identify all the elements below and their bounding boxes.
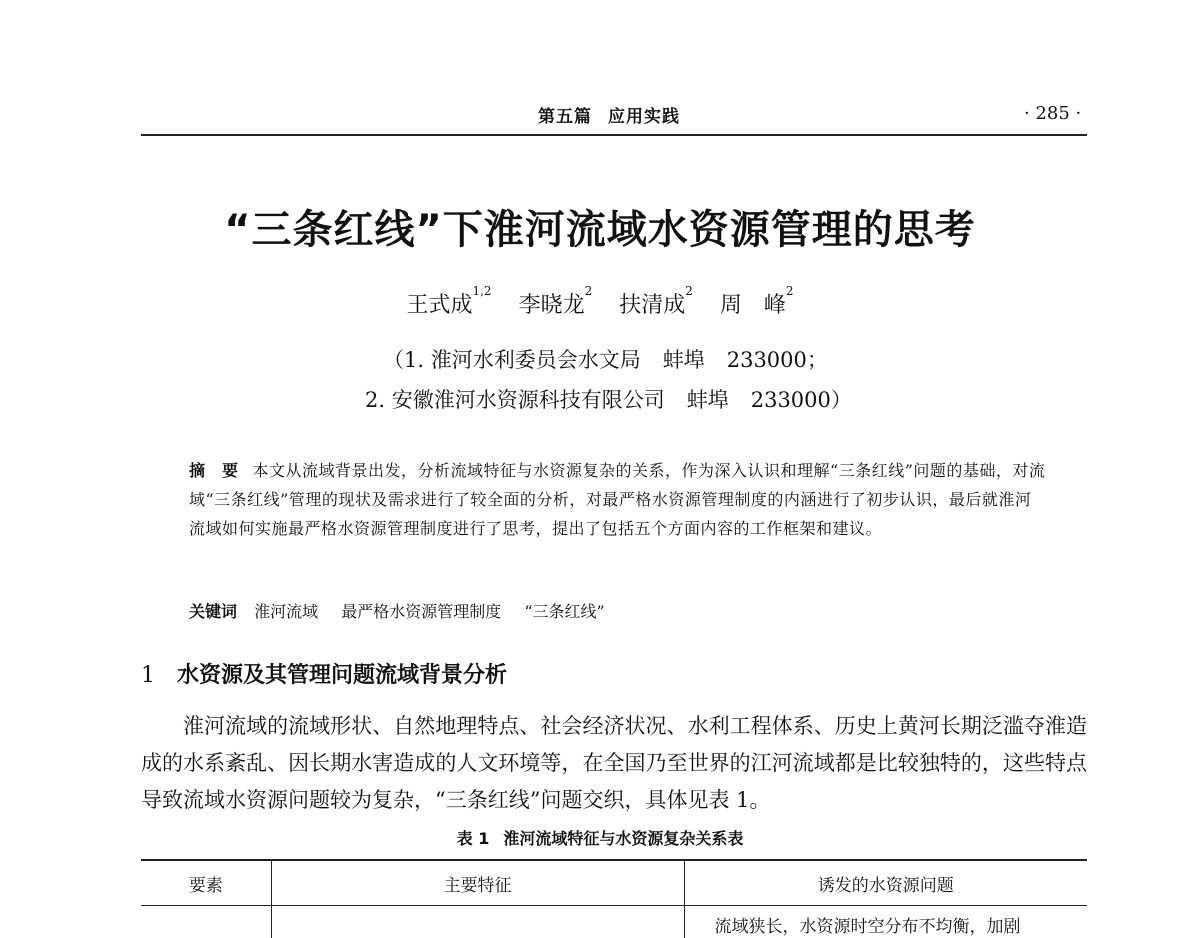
keyword: 淮河流域	[254, 602, 318, 621]
affiliation-2: 2. 安徽淮河水资源科技有限公司 蚌埠 233000）	[365, 384, 852, 414]
keyword: “三条红线”	[524, 602, 604, 621]
section-number: 1	[141, 663, 155, 688]
table-header-row	[141, 860, 1087, 906]
header-rule	[141, 134, 1087, 136]
table-header: 主要特征	[271, 860, 684, 906]
body-paragraph: 淮河流域的流域形状、自然地理特点、社会经济状况、水利工程体系、历史上黄河长期泛滥夺淮造成的水系紊乱、因长期水害造成的人文环境等，在全国乃至世界的江河流域都是比较独特的，这些特点导致流域水资源问题较为复杂，“三条红线”问题交织，具体见表 1。	[141, 708, 1087, 819]
table-row	[141, 906, 1087, 938]
keywords-label: 关键词	[189, 602, 237, 621]
affiliation-1: （1. 淮河水利委员会水文局 蚌埠 233000；	[383, 344, 828, 374]
abstract-label: 摘 要	[189, 461, 239, 480]
author: 李晓龙$^2$	[519, 288, 593, 319]
table-cell: 流域狭长，水资源时空分布不均衡，加剧	[684, 906, 1087, 938]
abstract	[189, 456, 1047, 543]
table-cell	[141, 906, 271, 938]
table-header: 要素	[141, 860, 271, 906]
author: 王式成$^{1,2}$	[406, 288, 491, 319]
table-cell	[271, 906, 684, 938]
section-heading	[141, 658, 507, 689]
table-header: 诱发的水资源问题	[684, 860, 1087, 906]
header-part-title: 应用实践	[608, 107, 680, 127]
keyword: 最严格水资源管理制度	[341, 602, 501, 621]
features-table	[141, 859, 1087, 938]
section-title: 水资源及其管理问题流域背景分析	[177, 663, 507, 688]
author: 扶清成$^2$	[619, 288, 693, 319]
page-number: · 285 ·	[1024, 103, 1081, 124]
header-part: 第五篇	[538, 107, 592, 127]
running-header	[538, 102, 680, 127]
table-caption: 表 1 淮河流域特征与水资源复杂关系表	[0, 826, 1200, 849]
abstract-text: 本文从流域背景出发，分析流域特征与水资源复杂的关系，作为深入认识和理解“三条红线”问题的基础，对流域“三条红线”管理的现状及需求进行了较全面的分析，对最严格水资源管理制度的内涵进行了初步认识，最后就淮河流域如何实施最严格水资源管理制度进行了思考，提出了包括五个方面内容的工作框架和建议。	[189, 461, 1045, 538]
paper-title: “三条红线”下淮河流域水资源管理的思考	[0, 198, 1200, 255]
author-list	[0, 288, 1200, 319]
keywords	[189, 599, 623, 622]
author: 周 峰$^2$	[720, 288, 794, 319]
